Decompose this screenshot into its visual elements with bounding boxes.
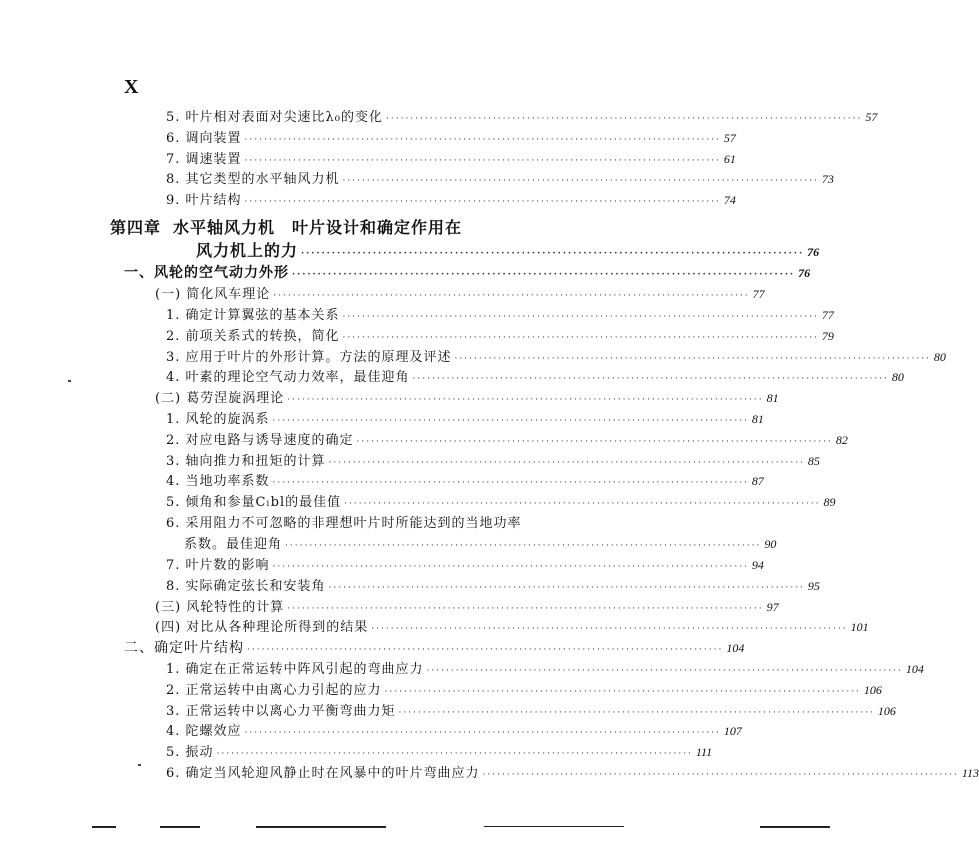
- entry-page: 81: [751, 412, 764, 426]
- toc-entry: [166, 450, 820, 470]
- leader-dots: ··································································································: [292, 270, 796, 280]
- entry-page: 95: [807, 579, 820, 593]
- leader-dots: ··································································································: [412, 374, 889, 384]
- chapter-number: 第四章: [110, 218, 162, 237]
- entry-page: 81: [766, 391, 779, 405]
- entry-title: 5. 倾角和参量Cₗbl的最佳值: [166, 495, 342, 510]
- entry-page: 77: [821, 308, 834, 322]
- leader-dots: ··································································································: [342, 176, 819, 186]
- leader-dots: ··································································································: [273, 291, 750, 301]
- toc-entry: [155, 387, 779, 407]
- toc-entry: [166, 741, 713, 761]
- entry-page: 107: [723, 724, 742, 738]
- toc-entry: [166, 679, 882, 699]
- leader-dots: ··································································································: [272, 416, 749, 426]
- entry-title: 风力机上的力: [196, 241, 299, 260]
- entry-page: 79: [821, 329, 834, 343]
- leader-dots: ··································································································: [356, 437, 833, 447]
- leader-dots: ··································································································: [272, 562, 749, 572]
- toc-entry: [124, 637, 745, 657]
- leader-dots: ··································································································: [386, 114, 863, 124]
- entry-page: 82: [835, 433, 848, 447]
- entry-title: 6. 调向装置: [166, 131, 242, 146]
- entry-page: 106: [877, 704, 896, 718]
- toc-entry: [166, 762, 979, 782]
- entry-title: 2. 前项关系式的转换，简化: [166, 329, 340, 344]
- leader-dots: ··································································································: [247, 645, 724, 655]
- entry-title: 7. 叶片数的影响: [166, 558, 270, 573]
- entry-title: 5. 振动: [166, 745, 214, 760]
- entry-page: 76: [798, 266, 811, 280]
- leader-dots: ··································································································: [328, 458, 805, 468]
- scan-artifact: [160, 826, 200, 828]
- toc-entry: [166, 512, 710, 532]
- entry-page: 94: [751, 558, 764, 572]
- entry-title: 3. 正常运转中以离心力平衡弯曲力矩: [166, 704, 396, 719]
- scan-artifact: [92, 826, 116, 828]
- scan-artifact: [484, 826, 624, 827]
- toc-entry: [166, 491, 836, 511]
- entry-page: 57: [723, 131, 736, 145]
- toc-entry: [166, 720, 742, 740]
- toc-entry: [166, 408, 764, 428]
- leader-dots: ··································································································: [244, 156, 721, 166]
- scan-artifact: [256, 826, 386, 828]
- leader-dots: ··································································································: [287, 604, 764, 614]
- entry-title: 4. 当地功率系数: [166, 474, 270, 489]
- toc-entry: [124, 262, 811, 282]
- entry-page: 101: [850, 620, 869, 634]
- leader-dots: ··································································································: [384, 687, 861, 697]
- entry-page: 111: [695, 745, 713, 759]
- leader-dots: ··································································································: [371, 624, 848, 634]
- entry-title: 1. 风轮的旋涡系: [166, 412, 270, 427]
- toc-entry: [166, 346, 946, 366]
- toc-entry: [166, 700, 896, 720]
- toc-entry: [184, 533, 777, 553]
- entry-title: 4. 叶素的理论空气动力效率，最佳迎角: [166, 370, 410, 385]
- entry-title: 6. 采用阻力不可忽略的非理想叶片时所能达到的当地功率: [166, 516, 522, 531]
- leader-dots: ··································································································: [342, 333, 819, 343]
- entry-title: 7. 调速装置: [166, 152, 242, 167]
- entry-title: (四) 对比从各种理论所得到的结果: [155, 620, 369, 635]
- leader-dots: ··································································································: [454, 354, 931, 364]
- toc-entry: [166, 366, 904, 386]
- entry-page: 97: [766, 600, 779, 614]
- toc-entry: [166, 429, 848, 449]
- leader-dots: ··································································································: [244, 135, 721, 145]
- entry-page: 80: [933, 350, 946, 364]
- leader-dots: ··································································································: [244, 197, 721, 207]
- leader-dots: ··································································································: [342, 312, 819, 322]
- entry-page: 61: [723, 152, 736, 166]
- chapter-heading: [110, 215, 710, 239]
- leader-dots: ··································································································: [272, 478, 749, 488]
- toc-entry: [166, 106, 878, 126]
- chapter-title: 水平轴风力机 叶片设计和确定作用在: [173, 218, 463, 237]
- entry-title: 二、确定叶片结构: [124, 640, 244, 656]
- toc-entry: [166, 148, 736, 168]
- toc-entry: [166, 304, 834, 324]
- entry-page: 104: [905, 662, 924, 676]
- leader-dots: ··································································································: [244, 728, 721, 738]
- entry-title: 系数。最佳迎角: [184, 537, 283, 552]
- entry-page: 85: [807, 454, 820, 468]
- entry-page: 73: [821, 172, 834, 186]
- leader-dots: ··································································································: [301, 249, 805, 259]
- entry-title: 3. 轴向推力和扭矩的计算: [166, 454, 326, 469]
- leader-dots: ··································································································: [482, 770, 959, 780]
- entry-title: 2. 正常运转中由离心力引起的应力: [166, 683, 382, 698]
- entry-title: 6. 确定当风轮迎风静止时在风暴中的叶片弯曲应力: [166, 766, 480, 781]
- scan-artifact: [760, 826, 830, 828]
- entry-page: 76: [807, 245, 820, 259]
- toc-entry: [166, 470, 764, 490]
- leader-dots: ··································································································: [285, 541, 762, 551]
- entry-page: 104: [726, 641, 745, 655]
- entry-page: 74: [723, 193, 736, 207]
- entry-page: 80: [891, 370, 904, 384]
- entry-title: 4. 陀螺效应: [166, 724, 242, 739]
- entry-page: 89: [823, 495, 836, 509]
- entry-title: (三) 风轮特性的计算: [155, 600, 285, 615]
- entry-page: 87: [751, 474, 764, 488]
- toc-entry: [166, 554, 764, 574]
- entry-page: 106: [863, 683, 882, 697]
- toc-entry: [166, 658, 924, 678]
- entry-title: 1. 确定计算翼弦的基本关系: [166, 308, 340, 323]
- toc-entry: [155, 283, 765, 303]
- toc-entry: [155, 596, 779, 616]
- leader-dots: ··································································································: [426, 666, 903, 676]
- toc-entry: [166, 189, 736, 209]
- scan-artifact: [68, 380, 71, 382]
- leader-dots: ··································································································: [287, 395, 764, 405]
- entry-title: (一) 简化风车理论: [155, 287, 271, 302]
- toc-entry: [166, 127, 736, 147]
- toc-entry: [155, 616, 869, 636]
- entry-title: 8. 实际确定弦长和安装角: [166, 579, 326, 594]
- entry-title: 9. 叶片结构: [166, 193, 242, 208]
- toc-entry: [196, 238, 820, 262]
- toc-entry: [166, 168, 834, 188]
- toc-entry: [166, 575, 820, 595]
- scan-artifact: [138, 764, 141, 766]
- entry-page: 90: [764, 537, 777, 551]
- entry-title: 一、风轮的空气动力外形: [124, 265, 289, 281]
- leader-dots: ··································································································: [216, 749, 693, 759]
- toc-entry: [166, 325, 834, 345]
- page-number: X: [124, 76, 139, 98]
- entry-title: 3. 应用于叶片的外形计算。方法的原理及评述: [166, 350, 452, 365]
- leader-dots: ··································································································: [328, 583, 805, 593]
- entry-title: 1. 确定在正常运转中阵风引起的弯曲应力: [166, 662, 424, 677]
- entry-page: 57: [865, 110, 878, 124]
- leader-dots: ··································································································: [398, 708, 875, 718]
- entry-page: 113: [961, 766, 979, 780]
- entry-title: 8. 其它类型的水平轴风力机: [166, 172, 340, 187]
- entry-page: 77: [752, 287, 765, 301]
- entry-title: 5. 叶片相对表面对尖速比λ₀的变化: [166, 110, 383, 125]
- entry-title: 2. 对应电路与诱导速度的确定: [166, 433, 354, 448]
- leader-dots: ··································································································: [344, 499, 821, 509]
- entry-title: (二) 葛劳涅旋涡理论: [155, 391, 285, 406]
